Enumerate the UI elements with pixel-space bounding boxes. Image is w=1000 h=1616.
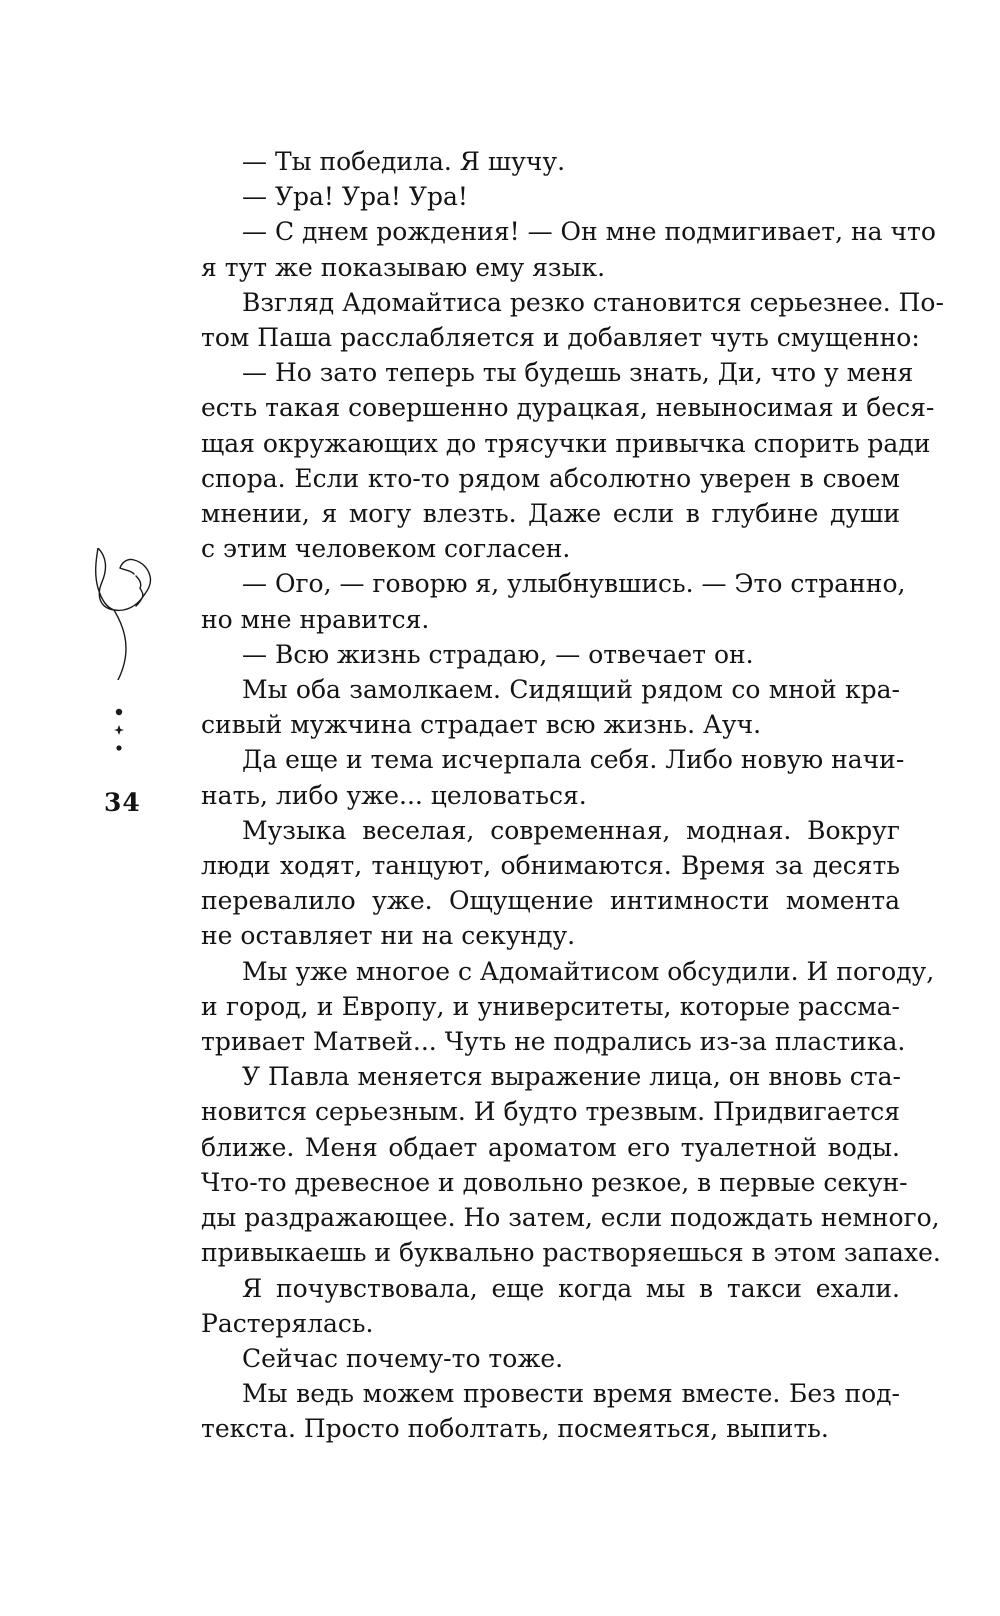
text-line: новится серьезным. И будто трезвым. Придвигается <box>201 1097 901 1127</box>
text-line: но мне нравится. <box>201 604 430 634</box>
text-line: Мы ведь можем провести время вместе. Без под- <box>242 1379 900 1409</box>
paragraph <box>201 144 900 179</box>
paragraph <box>201 214 936 284</box>
paragraph <box>201 672 900 742</box>
paragraph <box>201 1059 941 1270</box>
text-line: Взгляд Адомайтиса резко становится серьезнее. По- <box>242 287 944 317</box>
text-line: нать, либо уже... целоваться. <box>201 780 587 810</box>
paragraph <box>201 813 900 954</box>
text-line: я тут же показываю ему язык. <box>201 252 606 282</box>
paragraph <box>201 637 900 672</box>
vertical-dots-ornament <box>112 708 126 752</box>
text-line: Мы уже многое с Адомайтисом обсудили. И погоду, <box>242 956 935 986</box>
text-line: Я почувствовала, еще когда мы в такси ехали. <box>242 1273 900 1303</box>
text-line: с этим человеком согласен. <box>201 534 571 564</box>
text-line: — Ты победила. Я шучу. <box>242 147 566 176</box>
text-line: том Паша расслабляется и добавляет чуть смущенно: <box>201 323 920 353</box>
text-line: привыкаешь и буквально растворяешься в этом запахе. <box>201 1238 941 1268</box>
text-line: и город, и Европу, и университеты, которые рассма- <box>201 991 900 1021</box>
text-line: мнении, я могу влезть. Даже если в глубине души <box>201 499 900 529</box>
text-line: Что-то древесное и довольно резкое, в первые секун- <box>201 1167 908 1197</box>
page-body-text <box>201 144 944 1447</box>
text-line: щая окружающих до трясучки привычка спорить ради <box>201 428 931 458</box>
paragraph <box>201 1271 900 1341</box>
paragraph <box>201 954 935 1060</box>
text-line: — Ого, — говорю я, улыбнувшись. — Это странно, <box>242 569 906 599</box>
paragraph <box>201 179 900 214</box>
text-line: не оставляет ни на секунду. <box>201 921 576 951</box>
paragraph <box>201 566 906 636</box>
text-line: спора. Если кто-то рядом абсолютно уверен в своем <box>201 463 900 493</box>
paragraph <box>201 742 905 812</box>
paragraph <box>201 1341 900 1376</box>
text-line: — Ура! Ура! Ура! <box>242 182 468 212</box>
text-line: перевалило уже. Ощущение интимности момента <box>201 886 900 916</box>
face-line-art-ornament <box>92 548 162 680</box>
text-line: Да еще и тема исчерпала себя. Либо новую начи- <box>242 745 905 775</box>
text-line: тривает Матвей... Чуть не подрались из-за пластика. <box>201 1027 906 1057</box>
text-line: ближе. Меня обдает ароматом его туалетной воды. <box>201 1132 900 1162</box>
paragraph <box>201 285 944 355</box>
text-line: Мы оба замолкаем. Сидящий рядом со мной кра- <box>242 675 900 705</box>
text-line: люди ходят, танцуют, обнимаются. Время за десять <box>201 851 900 881</box>
text-line: Растерялась. <box>201 1308 374 1338</box>
text-line: — Но зато теперь ты будешь знать, Ди, что у меня <box>242 358 914 388</box>
text-line: текста. Просто поболтать, посмеяться, выпить. <box>201 1414 829 1444</box>
paragraph <box>201 1376 900 1446</box>
text-line: Музыка веселая, современная, модная. Вокруг <box>242 815 900 845</box>
text-line: У Павла меняется выражение лица, он вновь ста- <box>242 1062 901 1092</box>
paragraph <box>201 355 935 566</box>
page-number: 34 <box>104 788 141 817</box>
text-line: — С днем рождения! — Он мне подмигивает, на что <box>242 217 936 247</box>
text-line: — Всю жизнь страдаю, — отвечает он. <box>242 639 754 669</box>
text-line: есть такая совершенно дурацкая, невыносимая и беся- <box>201 393 935 423</box>
text-line: ды раздражающее. Но затем, если подождать немного, <box>201 1203 940 1233</box>
text-line: сивый мужчина страдает всю жизнь. Ауч. <box>201 710 762 740</box>
text-line: Сейчас почему-то тоже. <box>242 1343 564 1373</box>
